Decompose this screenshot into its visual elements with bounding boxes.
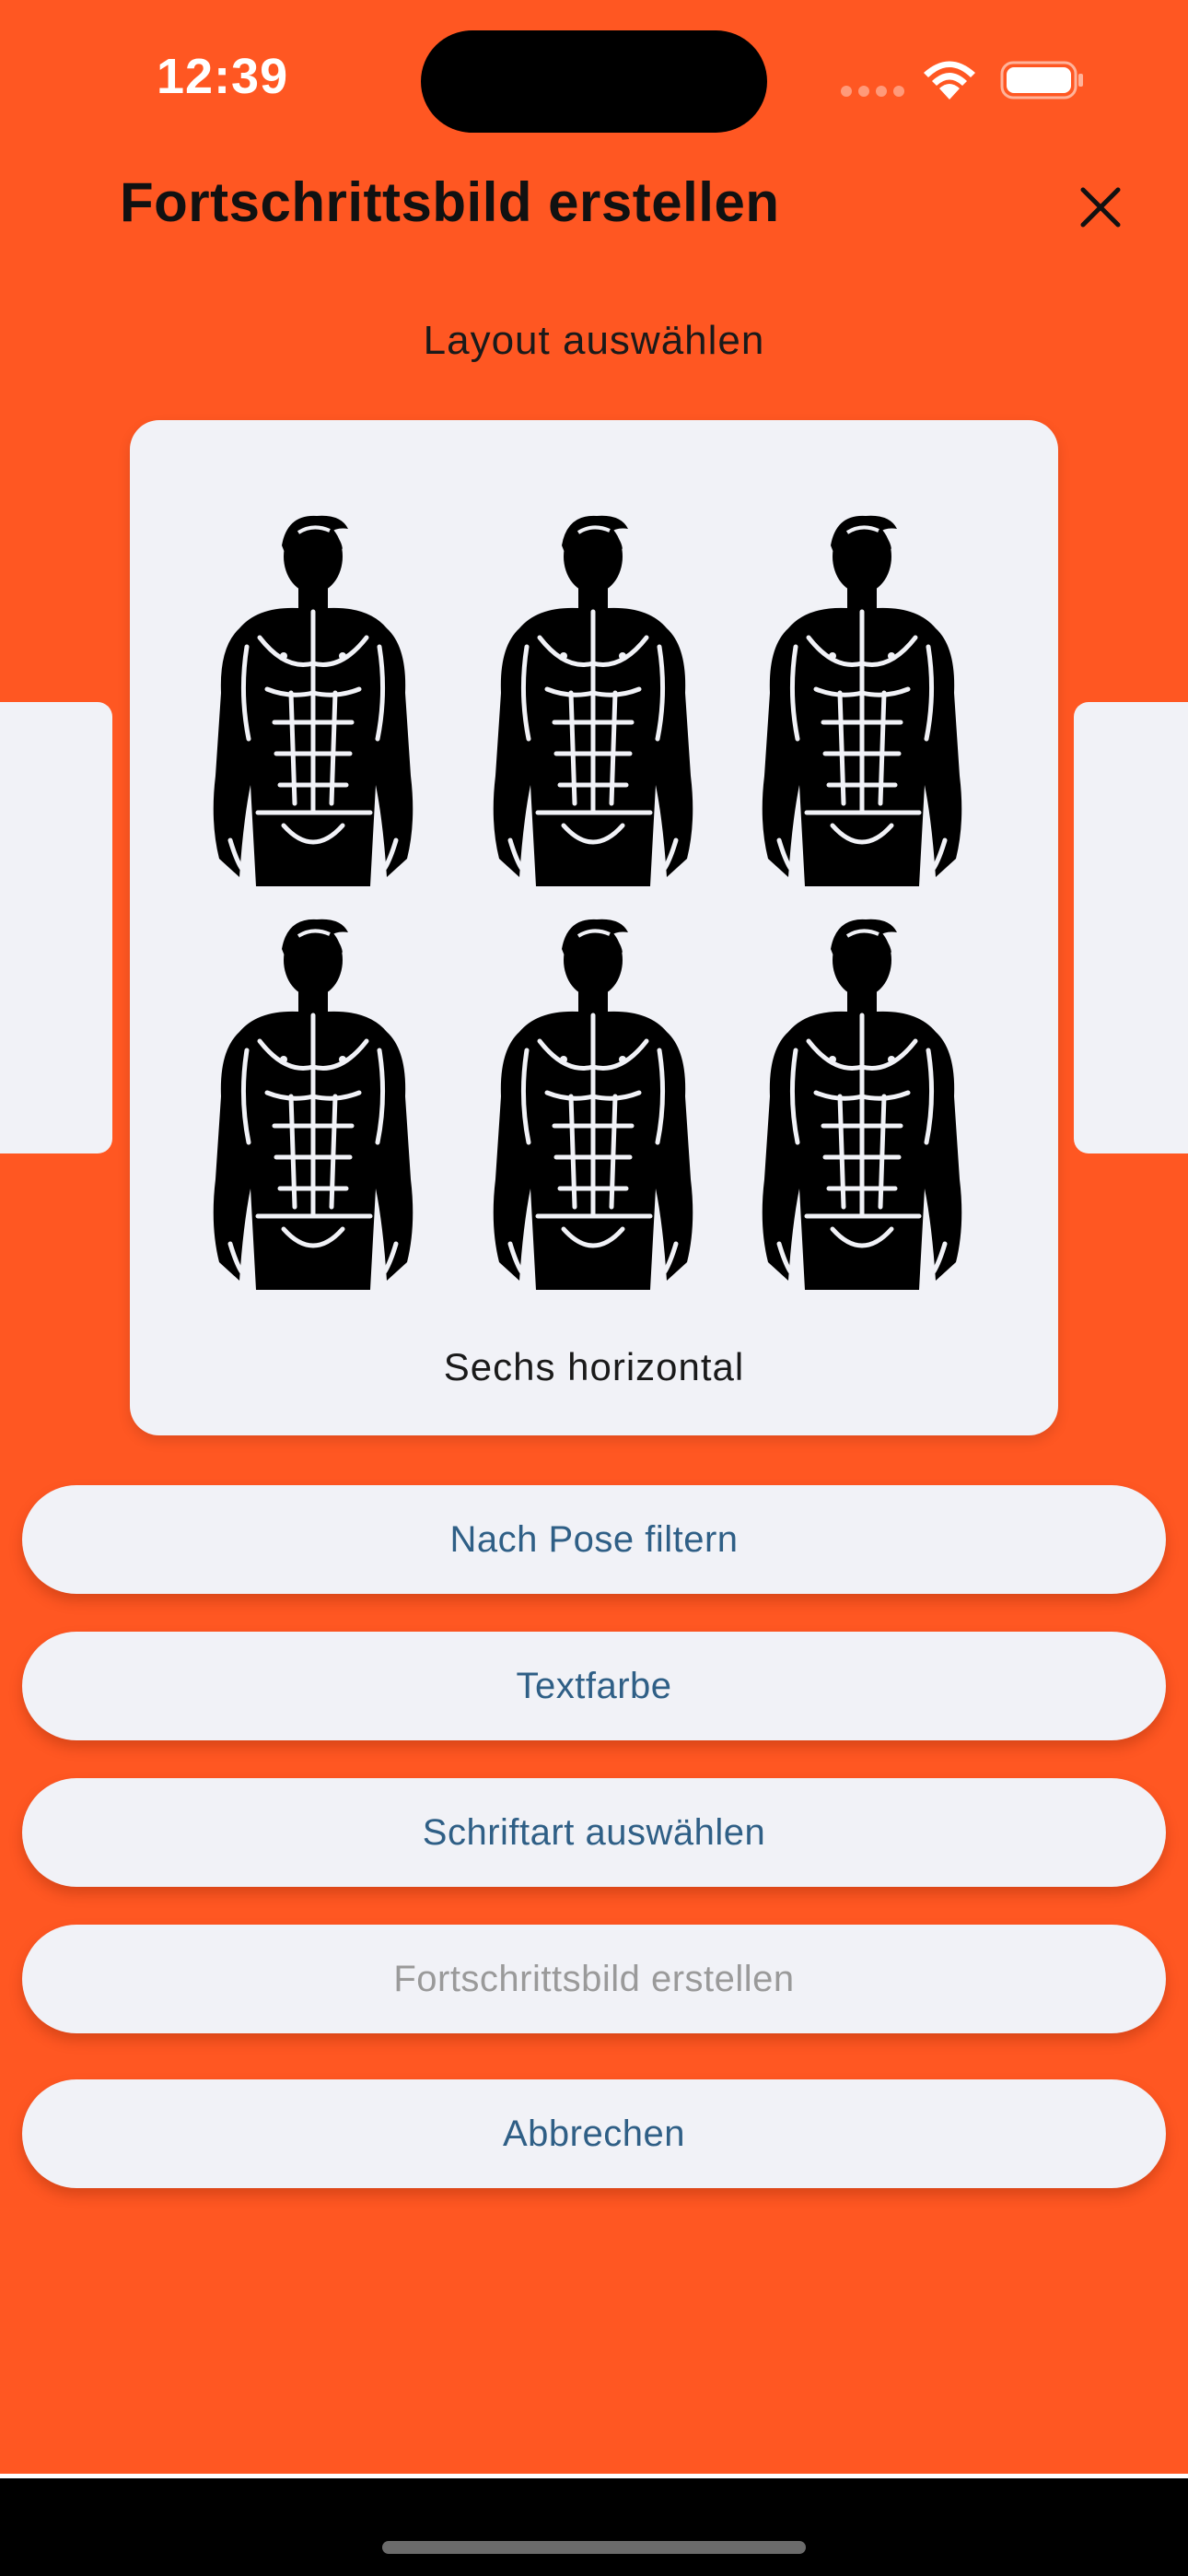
filter-by-pose-button[interactable]: Nach Pose filtern — [22, 1485, 1166, 1594]
status-time: 12:39 — [157, 49, 289, 104]
wifi-icon — [921, 59, 978, 101]
text-color-button[interactable]: Textfarbe — [22, 1632, 1166, 1740]
male-torso-silhouette-icon — [751, 509, 973, 896]
choose-font-button[interactable]: Schriftart auswählen — [22, 1778, 1166, 1887]
dynamic-island — [421, 30, 767, 133]
cancel-button[interactable]: Abbrechen — [22, 2079, 1166, 2188]
previous-layout-card[interactable] — [0, 702, 112, 1153]
close-icon — [1079, 186, 1122, 228]
male-torso-silhouette-icon — [203, 912, 424, 1299]
male-torso-silhouette-icon — [751, 912, 973, 1299]
male-torso-silhouette-icon — [483, 912, 704, 1299]
battery-icon — [1000, 61, 1085, 100]
layout-section-label: Layout auswählen — [423, 318, 765, 363]
cellular-signal-icon — [840, 85, 906, 98]
male-torso-silhouette-icon — [483, 509, 704, 896]
home-bar-area — [0, 2478, 1188, 2576]
layout-name: Sechs horizontal — [443, 1345, 745, 1388]
male-torso-silhouette-icon — [203, 509, 424, 896]
page-title: Fortschrittsbild erstellen — [120, 171, 780, 233]
home-indicator[interactable] — [382, 2541, 806, 2554]
create-progress-picture-button[interactable]: Fortschrittsbild erstellen — [22, 1925, 1166, 2033]
next-layout-card[interactable] — [1074, 702, 1188, 1153]
close-button[interactable] — [1068, 175, 1133, 240]
